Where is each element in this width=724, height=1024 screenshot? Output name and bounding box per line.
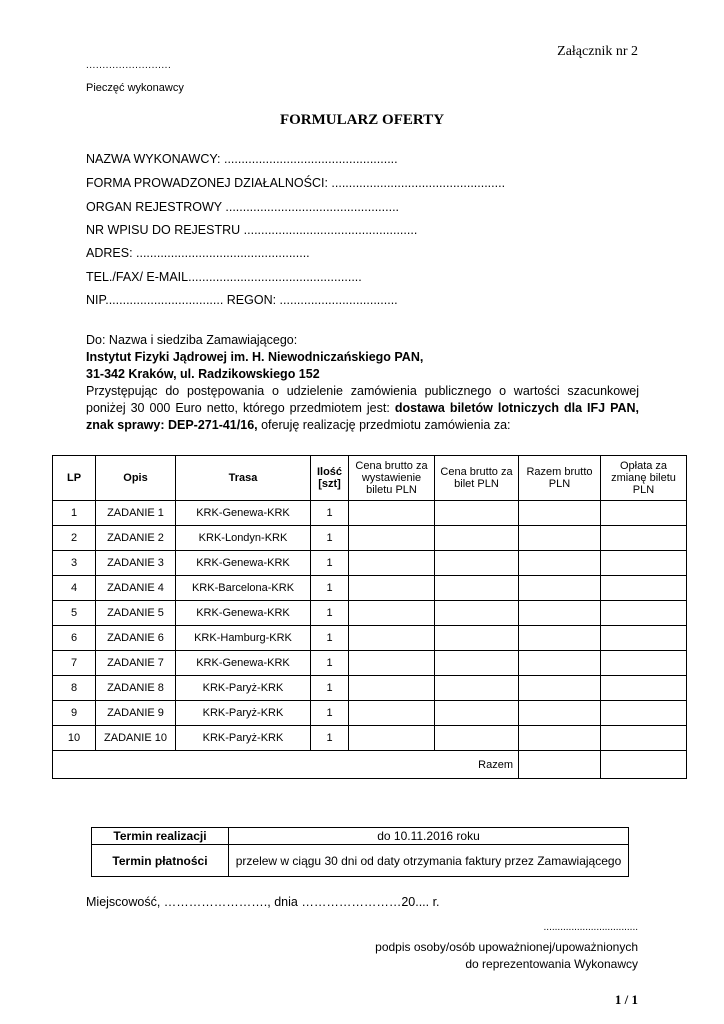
cell-change-fee[interactable] [601,526,687,551]
page-number: 1 / 1 [614,992,638,1007]
cell-ticket-price[interactable] [435,626,519,651]
cell-trasa: KRK-Paryż-KRK [176,701,311,726]
cell-trasa: KRK-Paryż-KRK [176,726,311,751]
header-ilosc: Ilość [szt] [311,456,349,501]
cell-opis: ZADANIE 9 [96,701,176,726]
sum-label: Razem [53,751,519,779]
header-change-fee: Opłata za zmianę biletu PLN [601,456,687,501]
recipient-intro: Do: Nazwa i siedziba Zamawiającego: [86,333,298,347]
cell-ilosc: 1 [311,701,349,726]
table-row [53,726,687,751]
cell-total[interactable] [519,526,601,551]
cell-change-fee[interactable] [601,726,687,751]
table-row [53,601,687,626]
attachment-label: Załącznik nr 2 [557,44,638,59]
table-row [53,526,687,551]
cell-ilosc: 1 [311,726,349,751]
payment-value: przelew w ciągu 30 dni od daty otrzymania faktury przez Zamawiającego [229,845,629,877]
cell-opis: ZADANIE 4 [96,576,176,601]
cell-lp: 10 [53,726,96,751]
cell-opis: ZADANIE 6 [96,626,176,651]
cell-opis: ZADANIE 10 [96,726,176,751]
cell-ilosc: 1 [311,676,349,701]
cell-issue-price[interactable] [349,526,435,551]
cell-lp: 9 [53,701,96,726]
offer-subject: dostawa biletów lotniczych dla IFJ PAN, znak sprawy: DEP-271-41/16, [86,401,640,432]
cell-ticket-price[interactable] [435,726,519,751]
sum-empty [601,751,687,779]
table-row [53,676,687,701]
cell-issue-price[interactable] [349,551,435,576]
table-row [53,651,687,676]
field-contact: TEL./FAX/ E-MAIL.................................................. [86,270,362,284]
cell-lp: 5 [53,601,96,626]
field-business-form: FORMA PROWADZONEJ DZIAŁALNOŚCI: .................................................. [86,176,506,190]
cell-ilosc: 1 [311,626,349,651]
cell-ilosc: 1 [311,551,349,576]
header-issue-price: Cena brutto za wystawienie biletu PLN [349,456,435,501]
cell-lp: 6 [53,626,96,651]
cell-issue-price[interactable] [349,676,435,701]
cell-trasa: KRK-Genewa-KRK [176,601,311,626]
cell-opis: ZADANIE 1 [96,501,176,526]
cell-ilosc: 1 [311,651,349,676]
stamp-label: Pieczęć wykonawcy [86,82,184,94]
header-lp: LP [53,456,96,501]
field-contractor-name: NAZWA WYKONAWCY: .................................................. [86,152,398,166]
payment-label: Termin płatności [92,845,229,877]
cell-ilosc: 1 [311,526,349,551]
header-ticket-price: Cena brutto za bilet PLN [435,456,519,501]
cell-ilosc: 1 [311,501,349,526]
stamp-dots: .......................... [86,60,172,71]
cell-issue-price[interactable] [349,651,435,676]
cell-total[interactable] [519,501,601,526]
cell-change-fee[interactable] [601,626,687,651]
cell-opis: ZADANIE 2 [96,526,176,551]
cell-ticket-price[interactable] [435,601,519,626]
cell-change-fee[interactable] [601,676,687,701]
cell-trasa: KRK-Genewa-KRK [176,651,311,676]
cell-change-fee[interactable] [601,576,687,601]
cell-opis: ZADANIE 8 [96,676,176,701]
cell-trasa: KRK-Barcelona-KRK [176,576,311,601]
field-address: ADRES: .................................................. [86,246,310,260]
cell-trasa: KRK-Paryż-KRK [176,676,311,701]
cell-lp: 8 [53,676,96,701]
cell-ticket-price[interactable] [435,501,519,526]
cell-change-fee[interactable] [601,651,687,676]
cell-opis: ZADANIE 3 [96,551,176,576]
cell-issue-price[interactable] [349,626,435,651]
cell-ticket-price[interactable] [435,651,519,676]
cell-issue-price[interactable] [349,726,435,751]
terms-row-realization [92,828,629,845]
cell-change-fee[interactable] [601,501,687,526]
cell-total[interactable] [519,651,601,676]
cell-lp: 2 [53,526,96,551]
cell-ilosc: 1 [311,601,349,626]
table-header-row [53,456,687,501]
cell-opis: ZADANIE 5 [96,601,176,626]
field-registry-number: NR WPISU DO REJESTRU .................................................. [86,223,418,237]
table-row [53,701,687,726]
cell-trasa: KRK-Genewa-KRK [176,501,311,526]
cell-change-fee[interactable] [601,701,687,726]
terms-row-payment [92,845,629,877]
cell-trasa: KRK-Londyn-KRK [176,526,311,551]
place-date-line: Miejscowość, ……………………., dnia ……………………20.... r. [86,895,440,909]
realization-value: do 10.11.2016 roku [229,828,629,845]
cell-trasa: KRK-Hamburg-KRK [176,626,311,651]
header-total: Razem brutto PLN [519,456,601,501]
offer-table [52,455,687,779]
terms-table [91,827,629,877]
table-row [53,551,687,576]
signature-dots: .................................. [543,922,638,933]
table-sum-row [53,751,687,779]
cell-lp: 7 [53,651,96,676]
cell-lp: 3 [53,551,96,576]
cell-trasa: KRK-Genewa-KRK [176,551,311,576]
offer-paragraph-text-1: Przystępując do postępowania o udzielenie zamówienia publicznego o wartości szacunkowej poniżej 30 000 Euro netto, którego przedmiotem jest: [86,384,639,415]
cell-ticket-price[interactable] [435,676,519,701]
field-nip-regon: NIP.................................. REGON: .................................. [86,293,398,307]
cell-issue-price[interactable] [349,701,435,726]
cell-ilosc: 1 [311,576,349,601]
recipient-name: Instytut Fizyki Jądrowej im. H. Niewodniczańskiego PAN, [86,350,424,364]
cell-total[interactable] [519,576,601,601]
form-title: FORMULARZ OFERTY [279,112,445,128]
table-row [53,501,687,526]
cell-total[interactable] [519,601,601,626]
cell-ticket-price[interactable] [435,701,519,726]
sum-total[interactable] [519,751,601,779]
cell-total[interactable] [519,626,601,651]
cell-ticket-price[interactable] [435,526,519,551]
cell-lp: 1 [53,501,96,526]
cell-issue-price[interactable] [349,501,435,526]
signature-caption-2: do reprezentowania Wykonawcy [465,957,638,971]
cell-total[interactable] [519,551,601,576]
cell-change-fee[interactable] [601,551,687,576]
recipient-block [86,332,639,434]
cell-issue-price[interactable] [349,576,435,601]
signature-caption-1: podpis osoby/osób upoważnionej/upoważnionych [375,940,638,954]
cell-total[interactable] [519,701,601,726]
offer-paragraph [86,383,639,434]
offer-paragraph-text-2: oferuję realizację przedmiotu zamówienia za: [257,418,511,432]
field-registry-organ: ORGAN REJESTROWY .................................................. [86,200,400,214]
cell-total[interactable] [519,676,601,701]
cell-change-fee[interactable] [601,601,687,626]
table-row [53,576,687,601]
cell-ticket-price[interactable] [435,576,519,601]
header-trasa: Trasa [176,456,311,501]
cell-ticket-price[interactable] [435,551,519,576]
cell-issue-price[interactable] [349,601,435,626]
table-row [53,626,687,651]
cell-lp: 4 [53,576,96,601]
cell-opis: ZADANIE 7 [96,651,176,676]
cell-total[interactable] [519,726,601,751]
realization-label: Termin realizacji [92,828,229,845]
recipient-address: 31-342 Kraków, ul. Radzikowskiego 152 [86,367,320,381]
header-opis: Opis [96,456,176,501]
